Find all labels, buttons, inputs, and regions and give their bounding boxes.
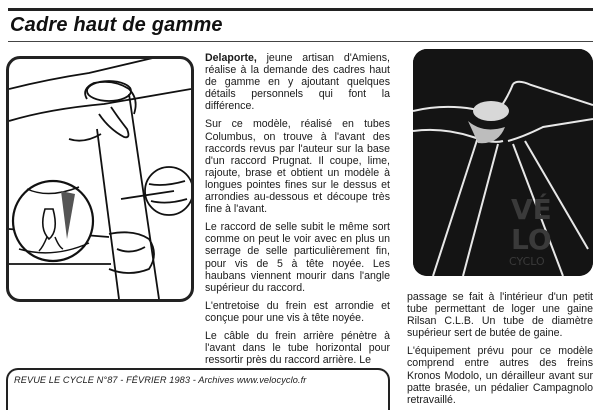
watermark-line-3: CYCLO <box>509 255 545 268</box>
author-name: Delaporte, <box>205 52 257 64</box>
title-rule <box>8 41 593 42</box>
paragraph-4: L'entretoise du frein est arrondie et conçue pour une vis à tête noyée. <box>205 299 390 324</box>
lug-drawing-svg <box>9 59 191 299</box>
lug-photo-svg <box>413 49 593 276</box>
paragraph-1 <box>205 52 390 112</box>
top-rule <box>8 8 593 11</box>
article-column-2 <box>407 291 593 412</box>
watermark-line-2: LO <box>511 223 552 256</box>
article-column-1 <box>205 52 390 372</box>
paragraph-6: passage se fait à l'intérieur d'un petit tube permettant de loger une gaine Rilsan C.L.B. Un tube de diamètre supérieur sert de butée de gaine. <box>407 291 593 340</box>
footer-credit: REVUE LE CYCLE N°87 - FÉVRIER 1983 - Archives www.velocyclo.fr <box>14 375 307 385</box>
page-title: Cadre haut de gamme <box>10 14 223 36</box>
lug-photo <box>413 49 593 276</box>
paragraph-1-text: jeune artisan d'Amiens, réalise à la demande des cadres haut de gamme en y ajoutant quelques détails personnels qui font la différence. <box>205 52 390 113</box>
paragraph-3: Le raccord de selle subit le même sort comme on peut le voir avec en plus un serrage de selle particulièrement fin, pour vis de 5 à tête noyée. Les haubans viennent mourir dans l'angle supérieur du raccord. <box>205 221 390 294</box>
paragraph-5: Le câble du frein arrière pénètre à l'avant dans le tube horizontal pour ressortir près du raccord arrière. Le <box>205 329 390 367</box>
watermark-line-1: VÉ <box>511 193 552 226</box>
paragraph-7: L'équipement prévu pour ce modèle comprend entre autres des freins Kronos Modolo, un dérailleur avant sur patte brasée, un pédalier Campagnolo retravaillé. <box>407 345 593 406</box>
lug-drawing <box>6 56 194 302</box>
paragraph-2: Sur ce modèle, réalisé en tubes Columbus, on trouve à l'avant des raccords revus par l'auteur sur la base d'un raccord Prugnat. Il coupe, lime, rajoute, brase et obtient un modèle à longues pointes fines sur le dessus et arrondies au-dessous et découpe très fine à l'avant. <box>205 118 390 216</box>
